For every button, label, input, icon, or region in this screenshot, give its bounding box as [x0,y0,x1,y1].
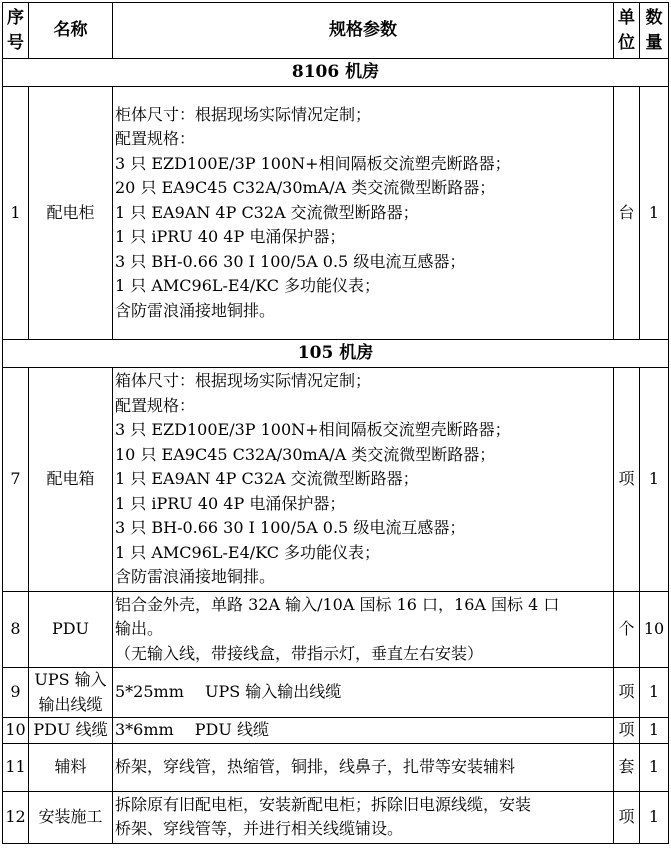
row-no: 1 [3,87,29,340]
row-name: 配电箱 [29,368,113,592]
table-row [3,87,669,340]
row-spec [113,791,614,843]
spec-line: 3*6mm PDU 线缆 [115,720,269,739]
section-title: 8106 机房 [3,59,669,87]
row-unit: 个 [614,592,640,668]
row-spec [113,668,614,718]
header-no: 序号 [3,3,29,59]
row-no: 12 [3,791,29,843]
spec-line: 含防雷浪涌接地铜排。 [115,300,276,320]
header-qty: 数量 [640,3,669,59]
spec-line: 输出。 [115,619,164,639]
section-row [3,59,669,87]
row-qty: 1 [640,87,669,340]
spec-line: 柜体尺寸：根据现场实际情况定制； [115,104,372,124]
section-row [3,340,669,368]
row-spec [113,718,614,744]
row-name: UPS 输入输出线缆 [29,668,113,718]
spec-line: 1 只 AMC96L-E4/KC 多功能仪表； [115,276,381,296]
spec-line: 1 只 AMC96L-E4/KC 多功能仪表； [115,542,381,562]
row-name: 安装施工 [29,791,113,843]
row-qty: 1 [640,791,669,843]
row-spec [113,87,614,340]
spec-line: 配置规格： [115,395,196,415]
row-unit: 套 [614,743,640,791]
spec-line: 20 只 EA9C45 C32A/30mA/A 类交流微型断路器； [115,178,496,198]
spec-line: 3 只 BH-0.66 30 Ⅰ 100/5A 0.5 级电流互感器； [115,251,466,271]
spec-line: 1 只 iPRU 40 4P 电涌保护器； [115,493,346,513]
row-no: 11 [3,743,29,791]
table-row [3,791,669,843]
row-no: 9 [3,668,29,718]
row-qty: 10 [640,592,669,668]
header-name: 名称 [29,3,113,59]
row-unit: 项 [614,668,640,718]
row-qty: 1 [640,743,669,791]
header-row [3,3,669,59]
table-row [3,592,669,668]
row-qty: 1 [640,718,669,744]
row-name: 辅料 [29,743,113,791]
spec-line: 1 只 iPRU 40 4P 电涌保护器； [115,227,346,247]
spec-line: 箱体尺寸：根据现场实际情况定制； [115,371,372,391]
spec-line: 3 只 EZD100E/3P 100N+相间隔板交流塑壳断路器； [115,420,511,440]
spec-line: 5*25mm UPS 输入输出线缆 [115,682,342,702]
row-spec [113,592,614,668]
row-qty: 1 [640,668,669,718]
row-no: 10 [3,718,29,744]
spec-line: 桥架、穿线管等，并进行相关线缆铺设。 [115,819,404,838]
spec-line: 1 只 EA9AN 4P C32A 交流微型断路器； [115,469,419,489]
table-row [3,668,669,718]
row-unit: 项 [614,791,640,843]
row-qty: 1 [640,368,669,592]
row-name: PDU [29,592,113,668]
spec-line: 含防雷浪涌接地铜排。 [115,567,276,587]
spec-line: 配置规格： [115,129,196,149]
table-row [3,743,669,791]
table-body [3,59,669,844]
section-title: 105 机房 [3,340,669,368]
header-spec: 规格参数 [113,3,614,59]
row-spec [113,368,614,592]
row-unit: 台 [614,87,640,340]
spec-line: 3 只 BH-0.66 30 Ⅰ 100/5A 0.5 级电流互感器； [115,518,466,538]
spec-line: 3 只 EZD100E/3P 100N+相间隔板交流塑壳断路器； [115,153,511,173]
spec-line: 铝合金外壳，单路 32A 输入/10A 国标 16 口，16A 国标 4 口 [115,594,560,614]
row-no: 8 [3,592,29,668]
row-name: 配电柜 [29,87,113,340]
spec-line: 1 只 EA9AN 4P C32A 交流微型断路器； [115,202,419,222]
row-name: PDU 线缆 [29,718,113,744]
spec-line: 拆除原有旧配电柜，安装新配电柜；拆除旧电源线缆，安装 [115,794,532,814]
spec-table [2,2,669,844]
spec-line: 10 只 EA9C45 C32A/30mA/A 类交流微型断路器； [115,444,496,464]
row-spec [113,743,614,791]
spec-line: （无输入线，带接线盒，带指示灯，垂直左右安装） [115,643,484,663]
table-row [3,368,669,592]
row-unit: 项 [614,368,640,592]
spec-line: 桥架，穿线管，热缩管，铜排，线鼻子，扎带等安装辅料 [115,756,516,776]
header-unit: 单位 [614,3,640,59]
table-row [3,718,669,744]
row-no: 7 [3,368,29,592]
row-unit: 项 [614,718,640,744]
